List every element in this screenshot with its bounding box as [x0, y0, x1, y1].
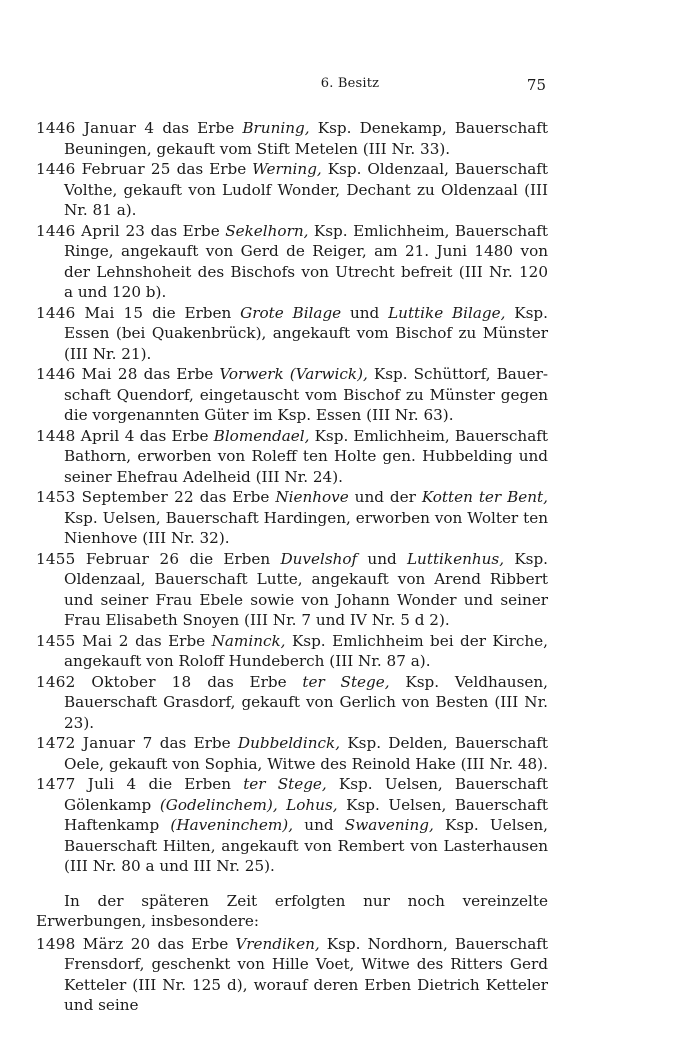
chronicle-entry	[36, 672, 548, 734]
chronicle-entry	[36, 549, 548, 631]
chronicle-entry	[36, 364, 548, 426]
entry-list	[36, 118, 548, 877]
chronicle-entry	[36, 221, 548, 303]
entry-text: das Erbe Blomendael, Ksp. Emlichheim, Bauerschaft Bathorn, erworben von Roleff ten Holte gen. Hubbelding und seiner Ehefrau Adelheid (III Nr. 24).	[64, 426, 548, 486]
entry-text: das Erbe ter Stege, Ksp. Veldhausen, Bauerschaft Grasdorf, gekauft von Gerlich von Besten (III Nr. 23).	[64, 672, 548, 732]
entry-text: das Erbe Bruning, Ksp. Denekamp, Bauerschaft Beuningen, gekauft vom Stift Metelen (III Nr. 33).	[64, 119, 549, 158]
chronicle-entry	[36, 733, 548, 774]
entry-list-continued	[36, 934, 548, 1016]
page-number: 75	[526, 76, 546, 94]
entry-date: 1462 Oktober 18	[36, 672, 192, 691]
entry-date: 1455 Mai 2	[36, 631, 129, 650]
entry-date: 1446 Februar 25	[36, 160, 171, 178]
entry-text: die Erben ter Stege, Ksp. Uelsen, Bauerschaft Gölenkamp (Godelinchem), Lohus, Ksp. Uelsen, Bauerschaft Haftenkamp (Haveninchem), und Swavening, Ksp. Uelsen, Bauerschaft Hilten, angekauft von Rembert von Lasterhausen (III Nr. 80 a und III Nr. 25).	[64, 775, 548, 875]
entry-text: das Erbe Dubbeldinck, Ksp. Delden, Bauerschaft Oele, gekauft von Sophia, Witwe des Reinold Hake (III Nr. 48).	[64, 734, 548, 773]
chronicle-entry	[36, 934, 548, 1016]
chronicle-entry	[36, 159, 548, 221]
entry-date: 1448 April 4	[36, 426, 135, 445]
entry-text: das Erbe Vorwerk (Varwick), Ksp. Schüttorf, Bauerschaft Quendorf, eingetauscht vom Bischof zu Münster gegen die vorgenannten Güter im Ksp. Essen (III Nr. 63).	[64, 365, 548, 424]
chronicle-entry	[36, 631, 548, 672]
body-paragraph: In der späteren Zeit erfolgten nur noch vereinzelte Erwerbungen, insbesondere:	[36, 891, 548, 930]
chronicle-entry	[36, 774, 548, 877]
entry-date: 1446 Mai 28	[36, 365, 138, 383]
entry-text: das Erbe Werning, Ksp. Oldenzaal, Bauerschaft Volthe, gekauft von Ludolf Wonder, Dechant zu Oldenzaal (III Nr. 81 a).	[64, 160, 548, 219]
chronicle-entry	[36, 426, 548, 488]
chronicle-entry	[36, 487, 548, 549]
entry-text: das Erbe Vrendiken, Ksp. Nordhorn, Bauerschaft Frensdorf, geschenkt von Hille Voet, Witwe des Ritters Gerd Ketteler (III Nr. 125 d), worauf deren Erben Dietrich Ketteler und seine	[64, 934, 548, 1014]
entry-text: das Erbe Sekelhorn, Ksp. Emlichheim, Bauerschaft Ringe, angekauft von Gerd de Reiger, am 21. Juni 1480 von der Lehnshoheit des Bischofs von Utrecht befreit (III Nr. 120 a und 120 b).	[64, 221, 548, 301]
page-body	[36, 118, 548, 1016]
entry-date: 1455 Februar 26	[36, 549, 180, 568]
chronicle-entry	[36, 303, 548, 365]
entry-text: das Erbe Naminck, Ksp. Emlichheim bei der Kirche, angekauft von Roloff Hundeberch (III Nr. 87 a).	[64, 631, 548, 670]
entry-text: die Erben Grote Bilage und Luttike Bilage, Ksp. Essen (bei Quakenbrück), angekauft vom Bischof zu Münster (III Nr. 21).	[64, 303, 548, 363]
running-title: 6. Besitz	[320, 76, 380, 91]
entry-date: 1446 Mai 15	[36, 303, 144, 322]
page-header	[0, 76, 700, 98]
entry-date: 1453 September 22	[36, 488, 194, 506]
chronicle-entry	[36, 118, 548, 159]
entry-text: das Erbe Nienhove und der Kotten ter Bent, Ksp. Uelsen, Bauerschaft Hardingen, erworben von Wolter ten Nienhove (III Nr. 32).	[64, 488, 548, 547]
entry-date: 1446 Januar 4	[36, 119, 155, 137]
entry-date: 1498 März 20	[36, 934, 151, 953]
entry-date: 1446 April 23	[36, 221, 146, 240]
entry-text: die Erben Duvelshof und Luttikenhus, Ksp. Oldenzaal, Bauerschaft Lutte, angekauft von Arend Ribbert und seiner Frau Ebele sowie von Johann Wonder und seiner Frau Elisabeth Snoyen (III Nr. 7 und IV Nr. 5 d 2).	[64, 549, 549, 629]
entry-date: 1472 Januar 7	[36, 734, 153, 752]
entry-date: 1477 Juli 4	[36, 775, 137, 793]
